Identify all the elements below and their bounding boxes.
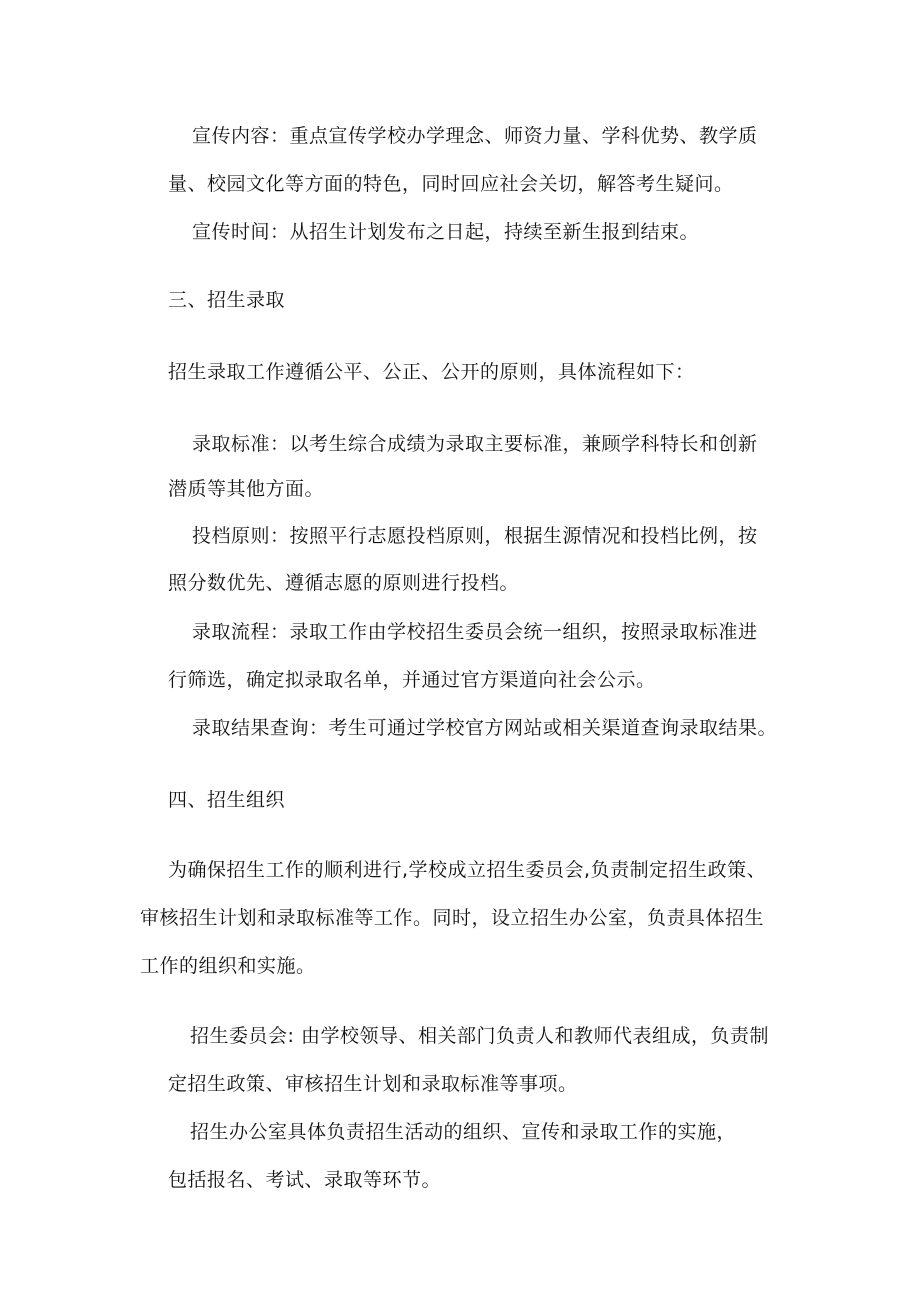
- organization-intro-line-3: 工作的组织和实施。: [140, 955, 316, 977]
- result-query-line: 录取结果查询：考生可通过学校官方网站或相关渠道查询录取结果。: [192, 717, 778, 739]
- organization-intro-line-1: 为确保招生工作的顺利进行,学校成立招生委员会,负责制定招生政策、: [168, 859, 767, 881]
- office-line-1: 招生办公室具体负责招生活动的组织、宣传和录取工作的实施，: [190, 1121, 737, 1143]
- filing-principle-line-1: 投档原则：按照平行志愿投档原则，根据生源情况和投档比例，按: [192, 525, 758, 547]
- admission-process-line-1: 录取流程：录取工作由学校招生委员会统一组织，按照录取标准进: [192, 621, 758, 643]
- publicity-content-line-2: 量、校园文化等方面的特色，同时回应社会关切，解答考生疑问。: [168, 173, 734, 195]
- organization-intro-line-2: 审核招生计划和录取标准等工作。同时，设立招生办公室，负责具体招生: [140, 907, 765, 929]
- committee-line-1: 招生委员会: 由学校领导、相关部门负责人和教师代表组成，负责制: [190, 1025, 769, 1047]
- admission-standard-line-1: 录取标准：以考生综合成绩为录取主要标准，兼顾学科特长和创新: [192, 433, 758, 455]
- admission-process-line-2: 行筛选，确定拟录取名单，并通过官方渠道向社会公示。: [168, 669, 656, 691]
- office-line-2: 包括报名、考试、录取等环节。: [168, 1169, 442, 1191]
- filing-principle-line-2: 照分数优先、遵循志愿的原则进行投档。: [168, 572, 520, 594]
- section-heading-admission: 三、招生录取: [168, 289, 286, 311]
- publicity-content-line-1: 宣传内容：重点宣传学校办学理念、师资力量、学科优势、教学质: [192, 125, 758, 147]
- admission-standard-line-2: 潜质等其他方面。: [168, 478, 325, 500]
- admission-intro: 招生录取工作遵循公平、公正、公开的原则，具体流程如下：: [168, 361, 695, 383]
- committee-line-2: 定招生政策、审核招生计划和录取标准等事项。: [168, 1073, 578, 1095]
- section-heading-organization: 四、招生组织: [168, 789, 286, 811]
- publicity-time-line: 宣传时间：从招生计划发布之日起，持续至新生报到结束。: [192, 221, 700, 243]
